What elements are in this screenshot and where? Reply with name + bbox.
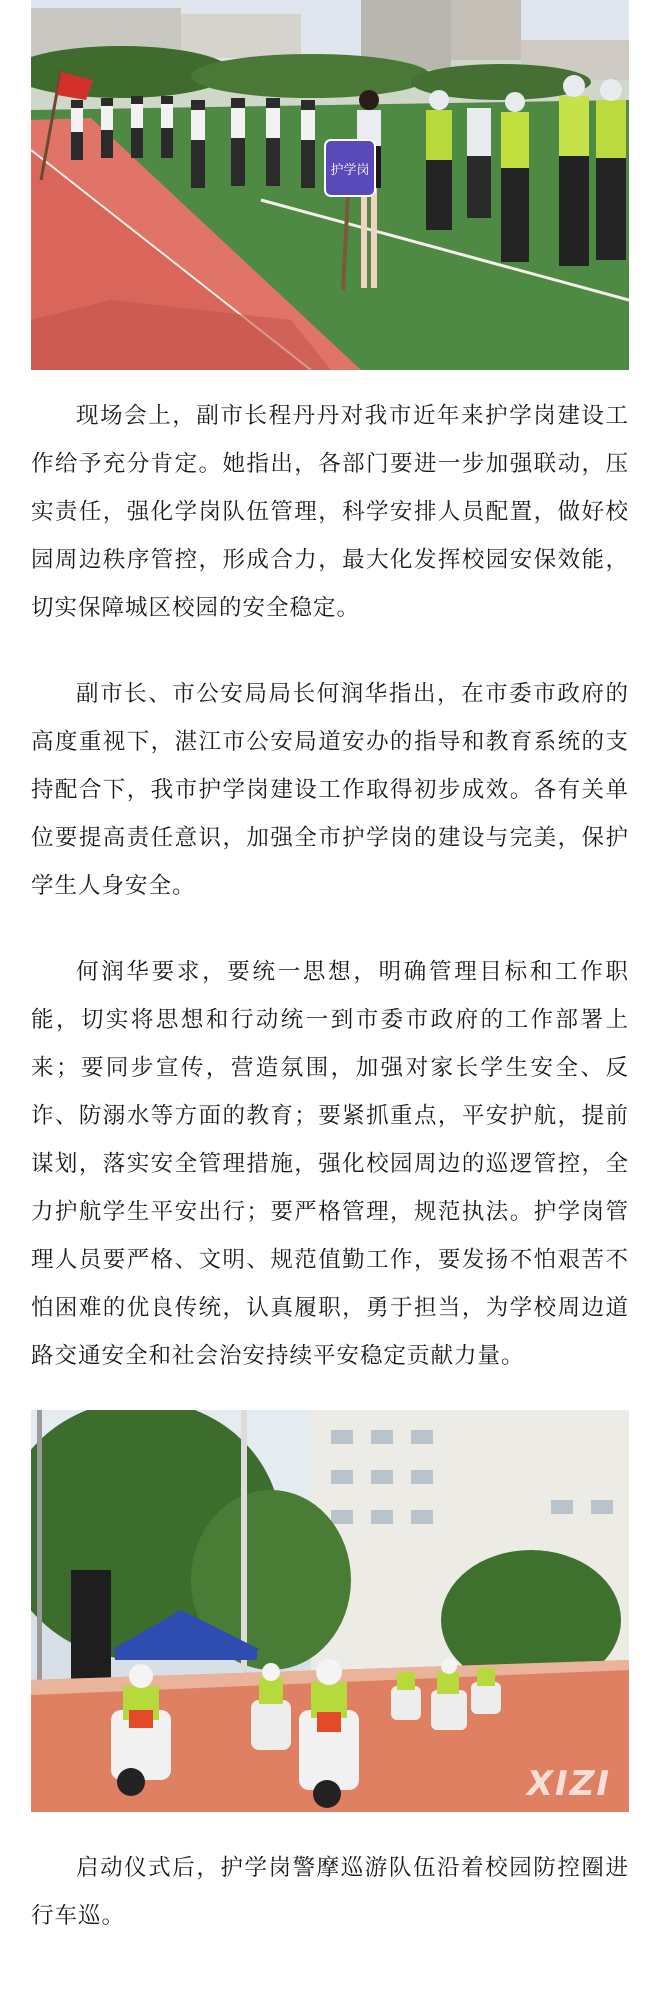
watermark-logo: XIZI [526, 1764, 611, 1804]
motorcycle-patrol-photo-art [31, 1410, 629, 1812]
article [31, 0, 629, 1940]
paragraph-2: 副市长、市公安局局长何润华指出，在市委市政府的高度重视下，湛江市公安局道安办的指导和教育系统的支持配合下，我市护学岗建设工作取得初步成效。各有关单位要提高责任意识，加强全市护学岗的建设与完美，保护学生人身安全。 [31, 681, 629, 899]
paragraph-4: 启动仪式后，护学岗警摩巡游队伍沿着校园防控圈进行车巡。 [31, 1855, 629, 1929]
motorcycle-patrol-photo [31, 1410, 629, 1812]
paragraph-1: 现场会上，副市长程丹丹对我市近年来护学岗建设工作给予充分肯定。她指出，各部门要进一步加强联动，压实责任，强化学岗队伍管理，科学安排人员配置，做好校园周边秩序管控，形成合力，最大化发挥校园安保效能，切实保障城区校园的安全稳定。 [31, 403, 629, 621]
paragraph-3: 何润华要求，要统一思想，明确管理目标和工作职能，切实将思想和行动统一到市委市政府的工作部署上来；要同步宣传，营造氛围，加强对家长学生安全、反诈、防溺水等方面的教育；要紧抓重点，平安护航，提前谋划，落实安全管理措施，强化校园周边的巡逻管控，全力护航学生平安出行；要严格管理，规范执法。护学岗管理人员要严格、文明、规范值勤工作，要发扬不怕艰苦不怕困难的优良传统，认真履职，勇于担当，为学校周边道路交通安全和社会治安持续平安稳定贡献力量。 [31, 959, 629, 1369]
ceremony-photo [31, 0, 629, 370]
sign-label: 护学岗 [330, 163, 370, 178]
ceremony-photo-art [31, 0, 629, 370]
